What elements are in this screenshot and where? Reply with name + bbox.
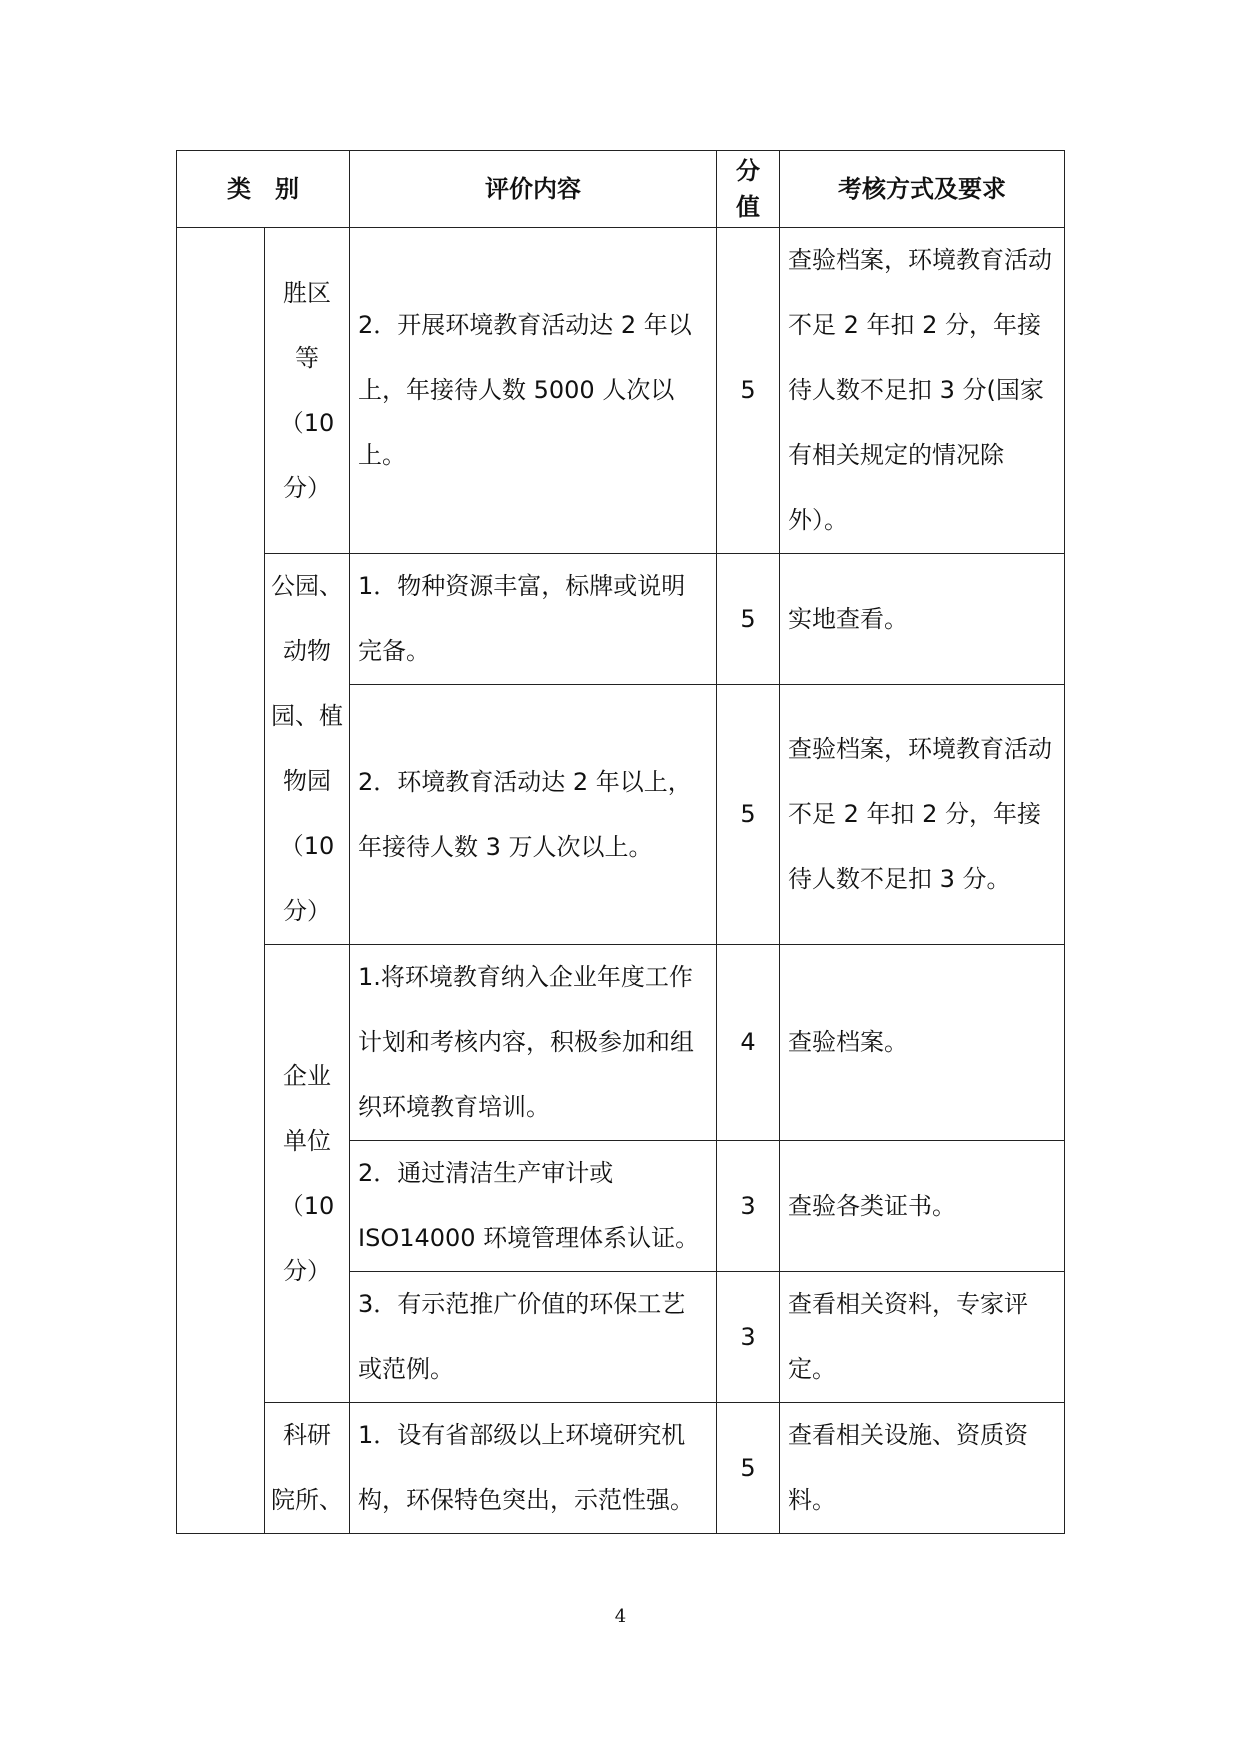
content-cell: 1．物种资源丰富，标牌或说明完备。 — [350, 554, 717, 685]
method-cell: 实地查看。 — [780, 554, 1065, 685]
page-number: 4 — [614, 1606, 627, 1627]
blank-category-column — [177, 228, 265, 1534]
header-method: 考核方式及要求 — [780, 151, 1065, 228]
method-cell: 查验档案，环境教育活动不足 2 年扣 2 分，年接待人数不足扣 3 分(国家有相关规定的情况除外）。 — [780, 228, 1065, 554]
score-cell: 5 — [717, 685, 780, 945]
score-cell: 5 — [717, 1403, 780, 1534]
content-cell: 1．设有省部级以上环境研究机构，环保特色突出，示范性强。 — [350, 1403, 717, 1534]
category-cell: 公园、 动物 园、植 物园 （10 分） — [265, 554, 350, 945]
header-content: 评价内容 — [350, 151, 717, 228]
content-cell: 2．环境教育活动达 2 年以上，年接待人数 3 万人次以上。 — [350, 685, 717, 945]
score-cell: 3 — [717, 1141, 780, 1272]
score-cell: 3 — [717, 1272, 780, 1403]
evaluation-table — [176, 150, 1065, 1534]
category-cell: 企业 单位 （10 分） — [265, 945, 350, 1403]
category-cell: 科研 院所、 — [265, 1403, 350, 1534]
content-cell: 2．开展环境教育活动达 2 年以上，年接待人数 5000 人次以上。 — [350, 228, 717, 554]
score-cell: 4 — [717, 945, 780, 1141]
content-cell: 1.将环境教育纳入企业年度工作计划和考核内容，积极参加和组织环境教育培训。 — [350, 945, 717, 1141]
method-cell: 查验档案。 — [780, 945, 1065, 1141]
header-category: 类 别 — [177, 151, 350, 228]
method-cell: 查看相关资料，专家评定。 — [780, 1272, 1065, 1403]
score-cell: 5 — [717, 228, 780, 554]
content-cell: 3．有示范推广价值的环保工艺或范例。 — [350, 1272, 717, 1403]
method-cell: 查看相关设施、资质资料。 — [780, 1403, 1065, 1534]
category-cell: 胜区 等 （10 分） — [265, 228, 350, 554]
score-cell: 5 — [717, 554, 780, 685]
method-cell: 查验档案，环境教育活动不足 2 年扣 2 分，年接待人数不足扣 3 分。 — [780, 685, 1065, 945]
header-score: 分 值 — [717, 151, 780, 228]
method-cell: 查验各类证书。 — [780, 1141, 1065, 1272]
content-cell: 2．通过清洁生产审计或 ISO14000 环境管理体系认证。 — [350, 1141, 717, 1272]
